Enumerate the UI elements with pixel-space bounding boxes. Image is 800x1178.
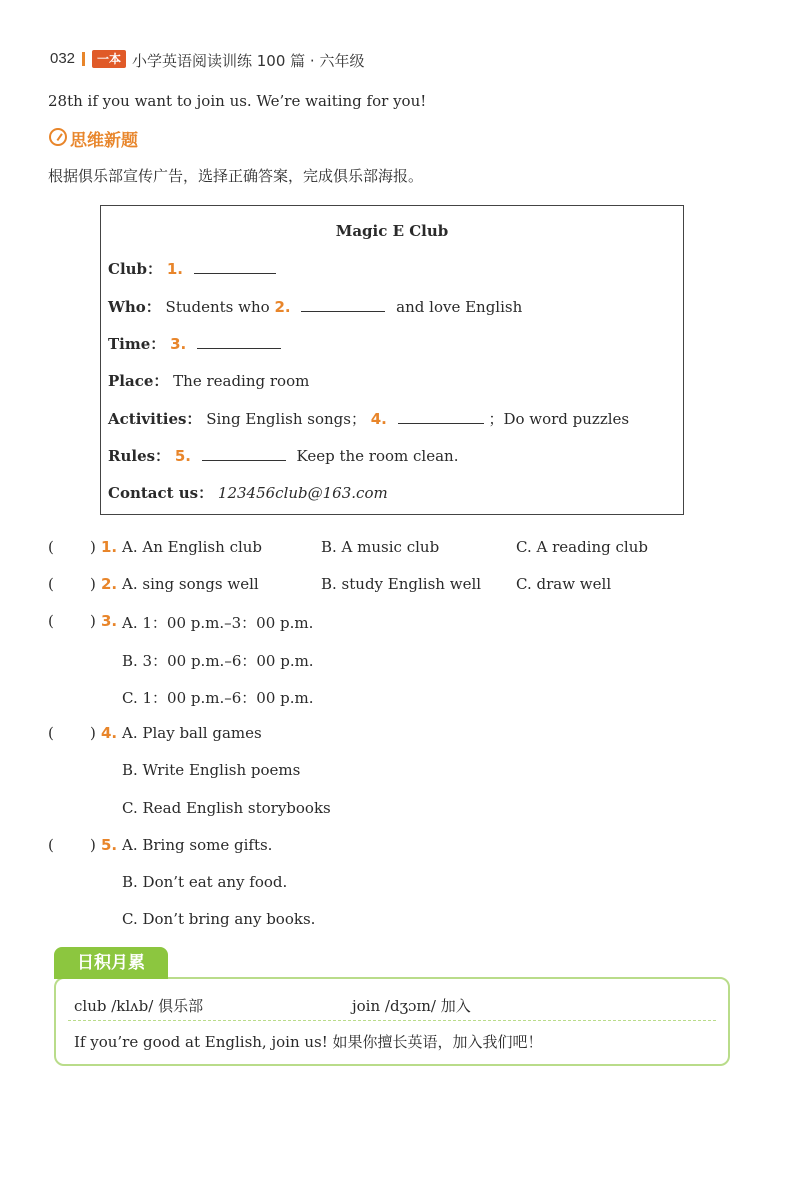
option-c[interactable]: C. draw well bbox=[516, 575, 612, 593]
vocab-sentence: If you’re good at English, join us! 如果你擅长英语，加入我们吧！ bbox=[74, 1033, 543, 1051]
answer-blank[interactable] bbox=[301, 297, 385, 312]
option-c[interactable]: C. Don’t bring any books. bbox=[122, 910, 316, 928]
answer-paren-open: ( bbox=[48, 538, 54, 556]
answer-blank[interactable] bbox=[398, 409, 484, 424]
question-number: 5. bbox=[101, 836, 118, 854]
row-label: Club： bbox=[108, 260, 163, 278]
option-b[interactable]: B. Write English poems bbox=[122, 761, 301, 779]
header-divider bbox=[82, 52, 85, 66]
row-text: and love English bbox=[396, 298, 523, 316]
option-b[interactable]: B. A music club bbox=[321, 538, 440, 556]
vocab-word-join: join /dʒɔɪn/ 加入 bbox=[352, 997, 471, 1015]
option-c[interactable]: C. Read English storybooks bbox=[122, 799, 331, 817]
poster-row-place bbox=[108, 370, 309, 391]
answer-paren-open: ( bbox=[48, 575, 54, 593]
answer-paren-open: ( bbox=[48, 724, 54, 742]
row-text: ；Do word puzzles bbox=[488, 410, 630, 428]
section-title: 思维新题 bbox=[70, 131, 138, 151]
vocabulary-tag: 日积月累 bbox=[54, 947, 168, 979]
book-title: 小学英语阅读训练 100 篇 · 六年级 bbox=[132, 52, 365, 70]
vocab-word-club: club /klʌb/ 俱乐部 bbox=[74, 997, 204, 1015]
row-label: Place： bbox=[108, 372, 169, 390]
option-b[interactable]: B. Don’t eat any food. bbox=[122, 873, 288, 891]
row-label: Rules： bbox=[108, 447, 171, 465]
option-a[interactable]: A. An English club bbox=[122, 538, 263, 556]
answer-paren-open: ( bbox=[48, 612, 54, 630]
option-a[interactable]: A. Bring some gifts. bbox=[122, 836, 273, 854]
row-text: The reading room bbox=[173, 372, 310, 390]
blank-number: 4. bbox=[370, 410, 387, 428]
answer-paren-open: ( bbox=[48, 836, 54, 854]
option-a[interactable]: A. sing songs well bbox=[122, 575, 259, 593]
poster-row-activities bbox=[108, 408, 629, 429]
poster-row-who bbox=[108, 296, 522, 317]
question-number: 2. bbox=[101, 575, 118, 593]
question-number: 1. bbox=[101, 538, 118, 556]
instruction-text: 根据俱乐部宣传广告，选择正确答案，完成俱乐部海报。 bbox=[48, 167, 424, 185]
poster-row-rules bbox=[108, 445, 458, 466]
row-label: Time： bbox=[108, 335, 166, 353]
option-c[interactable]: C. 1：00 p.m.–6：00 p.m. bbox=[122, 689, 314, 707]
club-poster bbox=[100, 205, 684, 515]
carryover-text: 28th if you want to join us. We’re waiting for you! bbox=[48, 92, 427, 110]
answer-blank[interactable] bbox=[197, 334, 281, 349]
answer-paren-close[interactable]: ) bbox=[90, 538, 96, 556]
blank-number: 1. bbox=[166, 260, 183, 278]
question-number: 4. bbox=[101, 724, 118, 742]
publisher-logo: 一本 bbox=[92, 50, 126, 68]
option-b[interactable]: B. study English well bbox=[321, 575, 482, 593]
answer-paren-close[interactable]: ) bbox=[90, 612, 96, 630]
poster-row-club bbox=[108, 258, 276, 279]
row-text: Keep the room clean. bbox=[296, 447, 459, 465]
pencil-circle-icon bbox=[49, 128, 67, 146]
answer-blank[interactable] bbox=[194, 259, 276, 274]
row-text: Students who bbox=[165, 298, 270, 316]
answer-paren-close[interactable]: ) bbox=[90, 836, 96, 854]
vocabulary-box bbox=[54, 977, 730, 1066]
blank-number: 2. bbox=[274, 298, 291, 316]
option-a[interactable]: A. 1：00 p.m.–3：00 p.m. bbox=[122, 614, 314, 632]
poster-row-contact bbox=[108, 482, 388, 503]
option-a[interactable]: A. Play ball games bbox=[122, 724, 262, 742]
vocab-divider bbox=[68, 1020, 716, 1021]
poster-title: Magic E Club bbox=[335, 222, 449, 240]
answer-blank[interactable] bbox=[202, 446, 286, 461]
option-b[interactable]: B. 3：00 p.m.–6：00 p.m. bbox=[122, 652, 314, 670]
page-number: 032 bbox=[50, 50, 76, 67]
poster-row-time bbox=[108, 333, 281, 354]
blank-number: 3. bbox=[170, 335, 187, 353]
contact-email: 123456club@163.com bbox=[217, 484, 388, 502]
row-label: Activities： bbox=[108, 410, 202, 428]
row-label: Contact us： bbox=[108, 484, 214, 502]
answer-paren-close[interactable]: ) bbox=[90, 724, 96, 742]
blank-number: 5. bbox=[174, 447, 191, 465]
row-text: Sing English songs； bbox=[206, 410, 366, 428]
option-c[interactable]: C. A reading club bbox=[516, 538, 648, 556]
question-number: 3. bbox=[101, 612, 118, 630]
row-label: Who： bbox=[108, 298, 161, 316]
answer-paren-close[interactable]: ) bbox=[90, 575, 96, 593]
